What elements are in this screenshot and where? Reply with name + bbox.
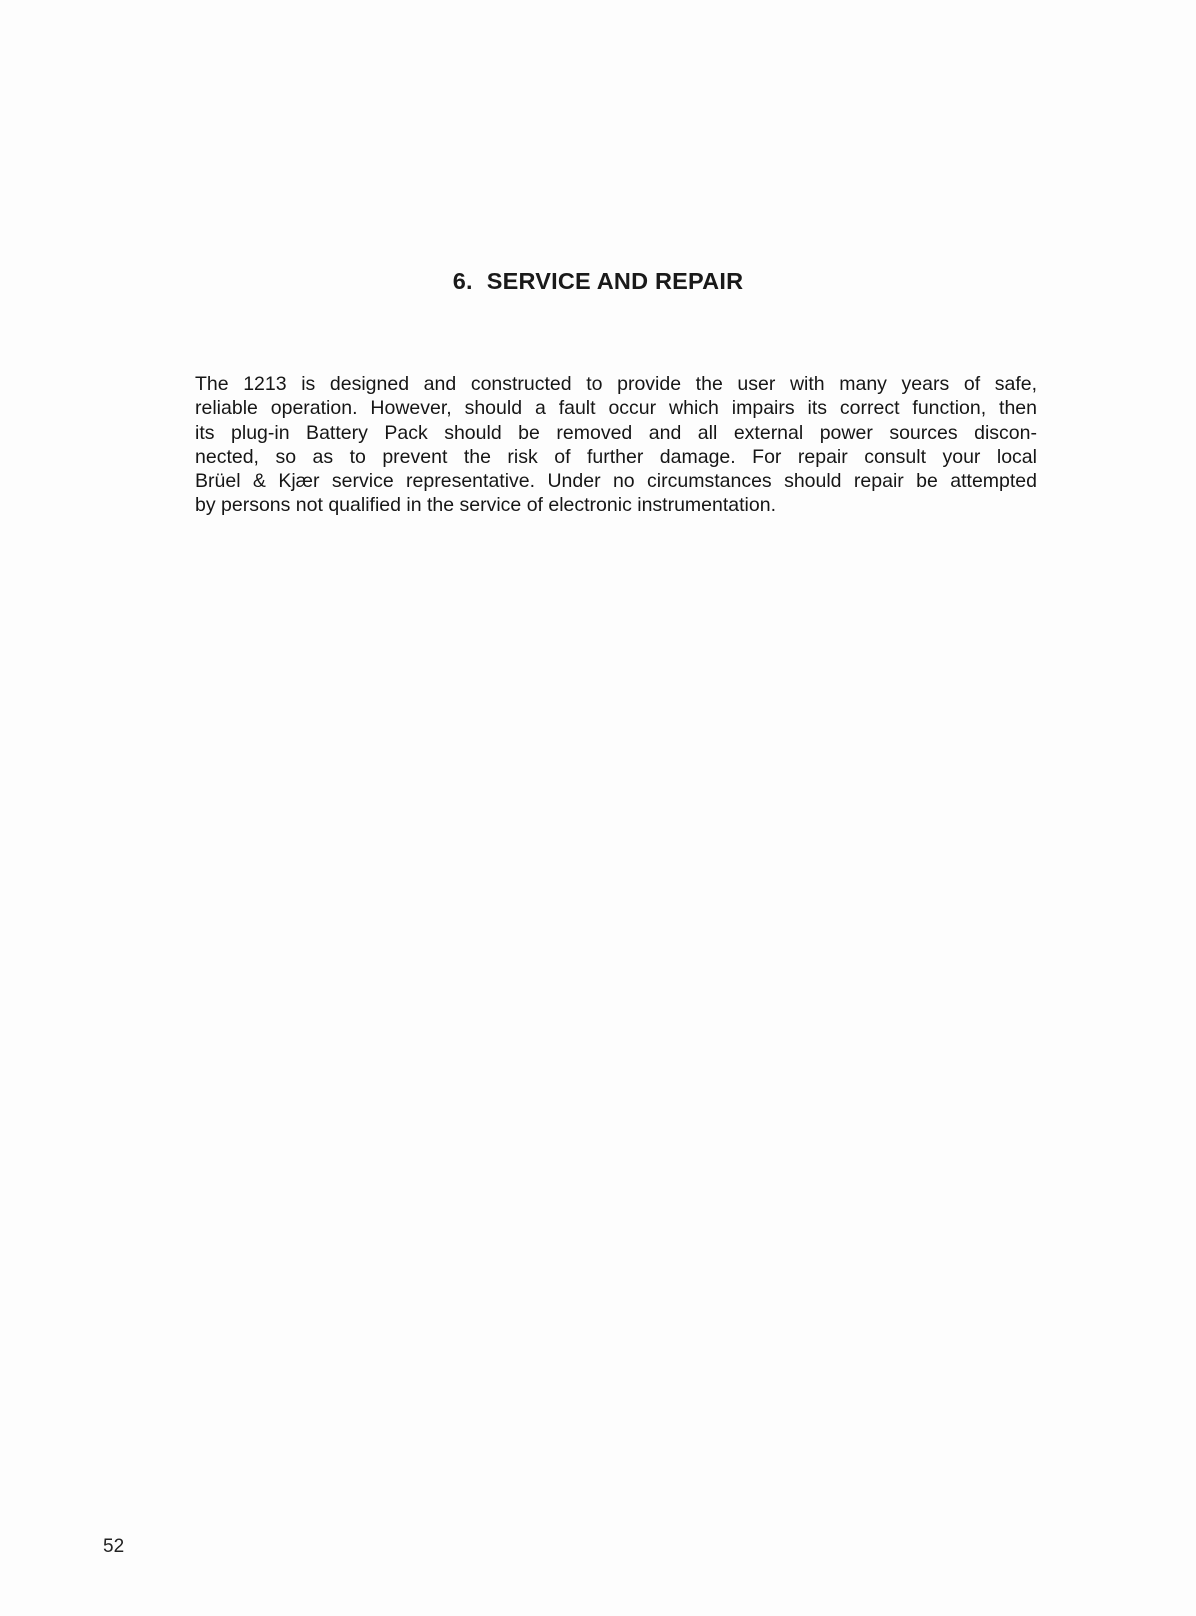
section-number: 6.: [452, 268, 473, 294]
paragraph-line: reliable operation. However, should a fault occur which impairs its correct function, then: [195, 397, 1037, 420]
page-number: 52: [103, 1536, 125, 1557]
paragraph-line: Brüel & Kjær service representative. Under no circumstances should repair be attempted: [195, 470, 1037, 493]
paragraph-line: its plug-in Battery Pack should be removed and all external power sources discon-: [195, 421, 1037, 444]
body-paragraph: [195, 372, 1037, 518]
paragraph-line: nected, so as to prevent the risk of further damage. For repair consult your local: [195, 445, 1037, 468]
section-heading: [0, 268, 1196, 295]
section-title: SERVICE AND REPAIR: [486, 268, 744, 294]
paragraph-line: The 1213 is designed and constructed to provide the user with many years of safe,: [195, 373, 1037, 395]
paragraph-line: by persons not qualified in the service of electronic instrumentation.: [195, 494, 776, 517]
